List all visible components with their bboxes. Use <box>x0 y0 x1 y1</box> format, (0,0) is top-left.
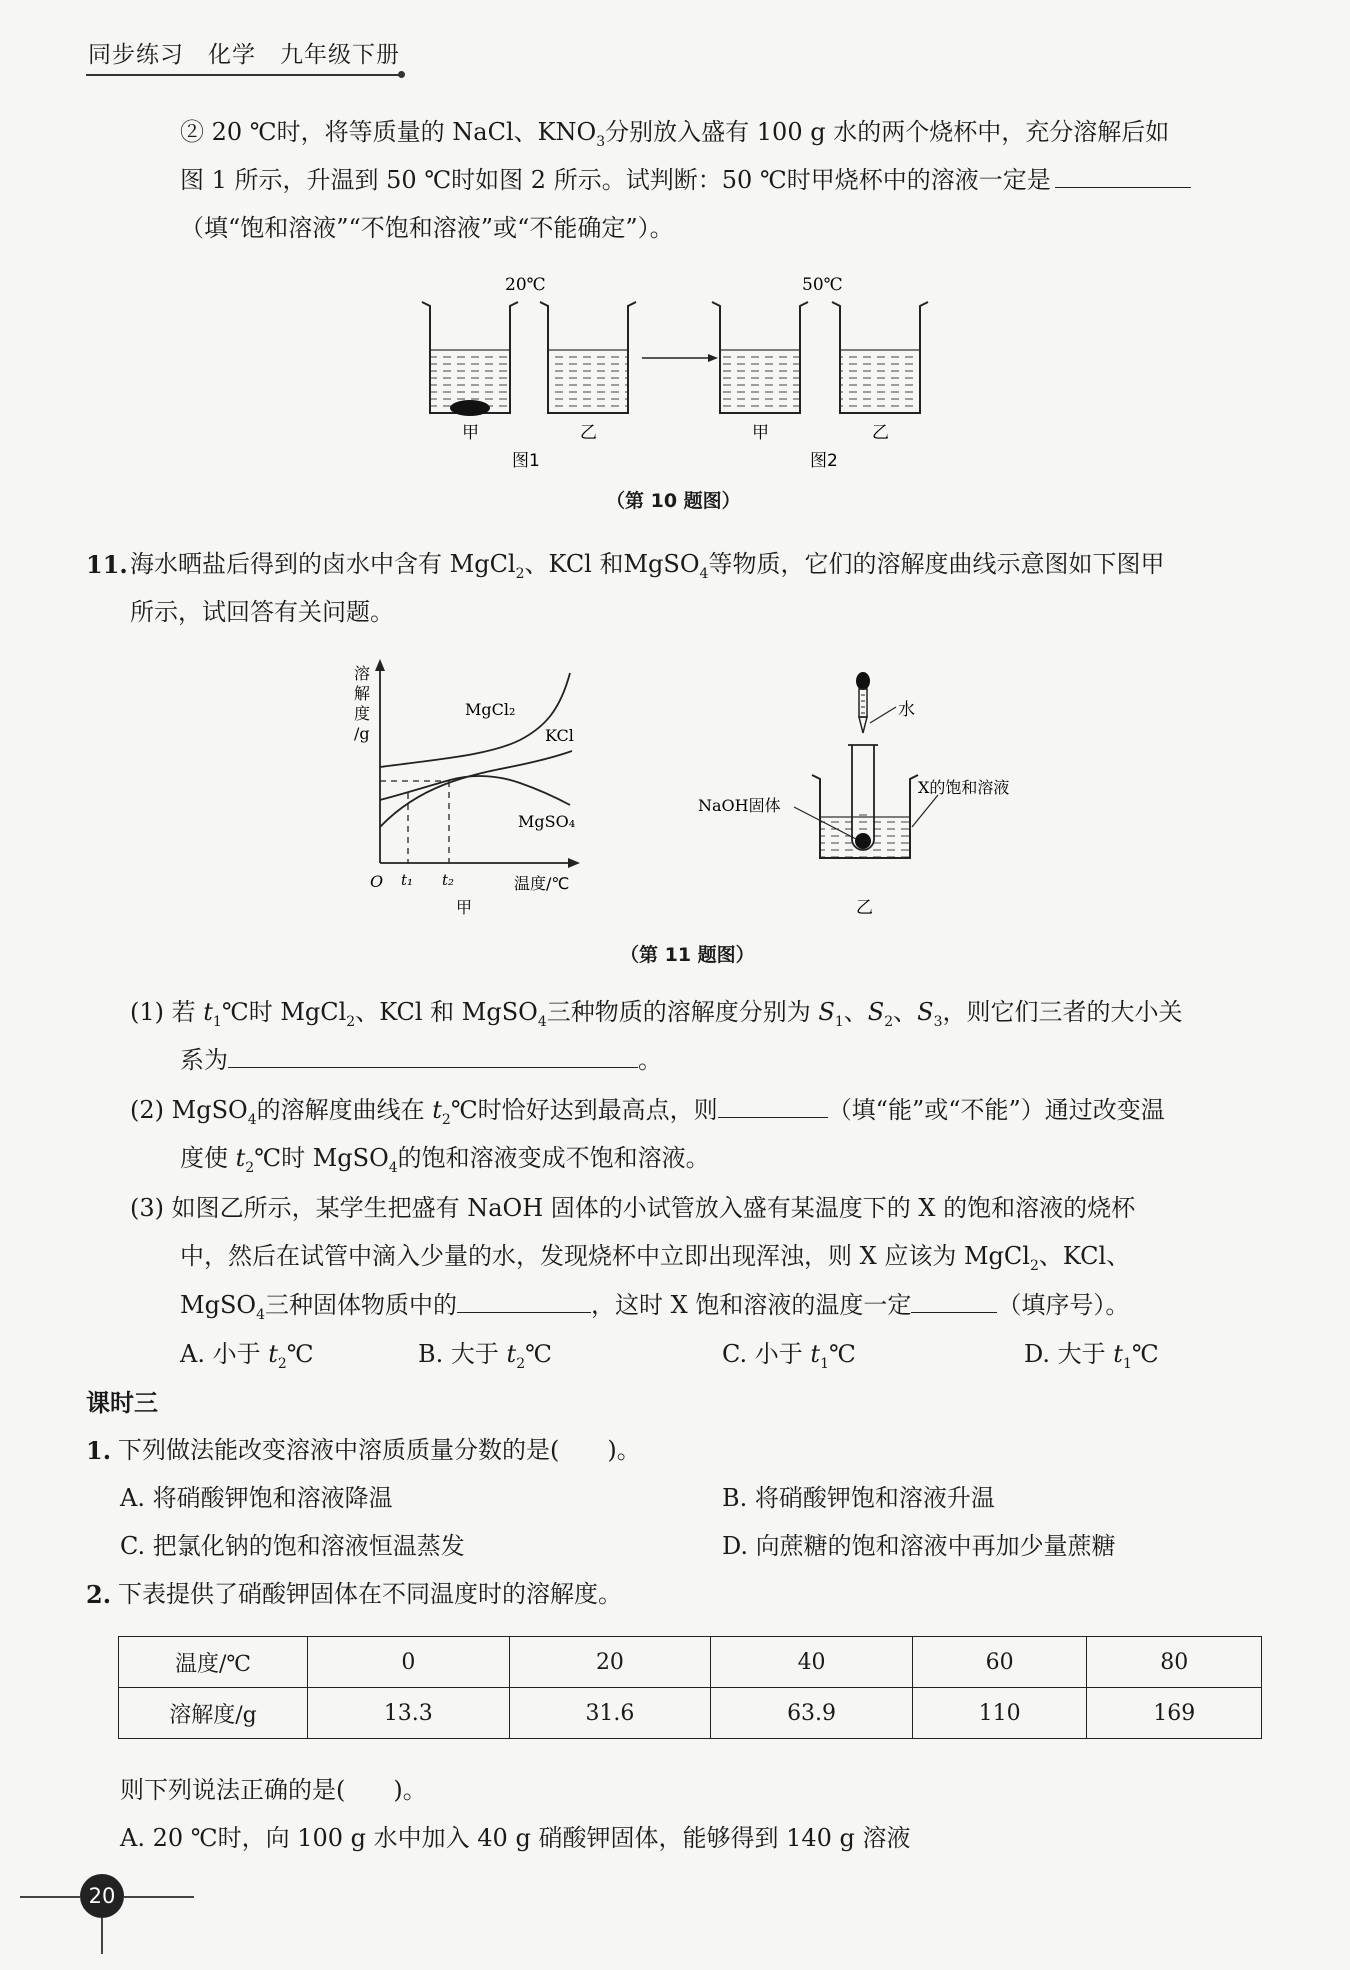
q11-number: 11. <box>86 550 128 579</box>
table-cell: 20 <box>509 1637 711 1688</box>
curve-mgso4 <box>380 776 570 805</box>
q10-caption: （第 10 题图） <box>606 490 741 512</box>
l3-q2-prompt: 则下列说法正确的是( )。 <box>120 1776 427 1804</box>
table-cell: 0 <box>308 1637 510 1688</box>
l3-q2-text: 下表提供了硝酸钾固体在不同温度时的溶解度。 <box>118 1580 622 1608</box>
q10-line2: 图 1 所示，升温到 50 ℃时如图 2 所示。试判断：50 ℃时甲烧杯中的溶液一定是 <box>180 156 1191 205</box>
t1-label: t₁ <box>401 871 414 889</box>
q11-part1-line2: 系为 。 <box>180 1036 662 1085</box>
solubility-table <box>118 1636 1262 1739</box>
footer-rule-left <box>20 1896 80 1898</box>
dropper-icon <box>856 672 870 733</box>
origin-label: O <box>370 872 384 891</box>
table-header-cell: 溶解度/g <box>119 1688 308 1739</box>
footer-rule-right <box>124 1896 194 1898</box>
table-cell: 80 <box>1087 1637 1262 1688</box>
t2-label: t₂ <box>442 871 455 889</box>
test-tube-apparatus <box>690 665 1070 920</box>
q11-option-b[interactable]: B. 大于 $t_2℃$ <box>418 1340 552 1372</box>
arrow-icon <box>642 354 718 362</box>
ylabel-char-2: 解 <box>354 684 371 703</box>
l3-q1-option-b[interactable]: B. 将硝酸钾饱和溶液升温 <box>722 1484 995 1512</box>
beaker-3 <box>712 302 808 413</box>
l3-q1-number: 1. <box>86 1436 112 1465</box>
label-naoh: NaOH固体 <box>698 796 781 815</box>
solubility-graph <box>350 655 600 920</box>
beaker-2 <box>540 302 636 413</box>
answer-blank[interactable] <box>1055 161 1191 188</box>
leader-solution <box>912 795 938 827</box>
q10-figure <box>400 270 960 470</box>
temp-label-50: 50℃ <box>802 275 843 295</box>
table-row <box>119 1637 1262 1688</box>
x-axis-arrow-icon <box>568 858 580 868</box>
l3-q2-option-a[interactable]: A. 20 ℃时，向 100 g 水中加入 40 g 硝酸钾固体，能够得到 140 g 溶液 <box>120 1824 911 1852</box>
q11-part3-line3: MgSO$_4$三种固体物质中的 ，这时 X 饱和溶液的温度一定 （填序号）。 <box>180 1281 1129 1340</box>
q11-line1: 海水晒盐后得到的卤水中含有 MgCl$_2$、KCl 和MgSO$_4$等物质，它们的溶解度曲线示意图如下图甲 <box>130 550 1165 582</box>
ylabel-char-4: /g <box>354 724 370 743</box>
l3-q2-number: 2. <box>86 1580 112 1609</box>
ylabel-char-1: 溶 <box>354 664 371 683</box>
q11-part2-line2: 度使 $t_2℃$时 MgSO$_4$的饱和溶液变成不饱和溶液。 <box>180 1144 710 1176</box>
table-row <box>119 1688 1262 1739</box>
graph-label-jia: 甲 <box>456 898 473 917</box>
ylabel-char-3: 度 <box>354 704 371 723</box>
beakers-diagram <box>400 270 960 470</box>
label-solution: X的饱和溶液 <box>918 778 1010 797</box>
answer-blank[interactable] <box>718 1091 828 1118</box>
q11-part3-line2: 中，然后在试管中滴入少量的水，发现烧杯中立即出现浑浊，则 X 应该为 MgCl$_2$、KCl、 <box>180 1242 1131 1274</box>
figure-2-label: 图2 <box>810 451 838 470</box>
page-number: 20 <box>88 1884 116 1908</box>
figure-1-label: 图1 <box>512 451 540 470</box>
page-number-badge <box>80 1874 124 1918</box>
table-cell: 110 <box>912 1688 1087 1739</box>
beaker-label-yi-2: 乙 <box>872 423 889 443</box>
running-header: 同步练习 化学 九年级下册 <box>88 42 400 68</box>
leader-water <box>870 707 896 723</box>
q11-caption: （第 11 题图） <box>620 944 755 966</box>
l3-q1-option-c[interactable]: C. 把氯化钠的饱和溶液恒温蒸发 <box>120 1532 465 1560</box>
y-axis-arrow-icon <box>375 659 385 671</box>
apparatus-label-yi: 乙 <box>856 898 873 918</box>
answer-blank[interactable] <box>457 1286 591 1313</box>
l3-q1-option-d[interactable]: D. 向蔗糖的饱和溶液中再加少量蔗糖 <box>722 1532 1116 1560</box>
naoh-solid <box>855 833 871 849</box>
table-cell: 40 <box>711 1637 913 1688</box>
curve-mgcl2 <box>380 673 570 767</box>
answer-blank[interactable] <box>911 1286 997 1313</box>
lesson-heading: 课时三 <box>86 1388 158 1417</box>
beaker-4 <box>832 302 928 413</box>
q11-part2-line1: (2) MgSO$_4$的溶解度曲线在 $t_2℃$时恰好达到最高点，则 （填“能”或“不能”）通过改变温 <box>130 1086 1165 1145</box>
q10-line3: （填“饱和溶液”“不饱和溶液”或“不能确定”）。 <box>180 214 674 242</box>
table-cell: 60 <box>912 1637 1087 1688</box>
table-cell: 13.3 <box>308 1688 510 1739</box>
beaker-label-jia-2: 甲 <box>752 423 769 443</box>
beaker-1 <box>422 302 518 416</box>
q11-line2: 所示，试回答有关问题。 <box>130 598 394 626</box>
table-cell: 63.9 <box>711 1688 913 1739</box>
l3-q1-text: 下列做法能改变溶液中溶质质量分数的是( )。 <box>118 1436 641 1464</box>
label-mgso4: MgSO₄ <box>518 812 576 831</box>
q11-option-c[interactable]: C. 小于 $t_1℃$ <box>722 1340 856 1372</box>
header-rule-dot <box>398 71 405 78</box>
q11-option-a[interactable]: A. 小于 $t_2℃$ <box>180 1340 314 1372</box>
label-mgcl2: MgCl₂ <box>465 700 516 719</box>
table-header-cell: 温度/℃ <box>119 1637 308 1688</box>
temp-label-20: 20℃ <box>505 275 546 295</box>
label-kcl: KCl <box>545 726 574 745</box>
answer-blank[interactable] <box>228 1041 638 1068</box>
q10-line1: ② 20 ℃时，将等质量的 NaCl、$KNO_3$分别放入盛有 100 g 水的两个烧杯中，充分溶解后如 <box>180 118 1170 150</box>
l3-q1-option-a[interactable]: A. 将硝酸钾饱和溶液降温 <box>120 1484 393 1512</box>
q11-part1-line1: (1) 若 $t_1℃$时 MgCl$_2$、KCl 和 MgSO$_4$三种物质的溶解度分别为 $S_1$、$S_2$、$S_3$，则它们三者的大小关 <box>130 998 1183 1030</box>
header-rule <box>86 74 404 76</box>
beaker-label-jia-1: 甲 <box>462 423 479 443</box>
q11-option-d[interactable]: D. 大于 $t_1℃$ <box>1024 1340 1159 1372</box>
q11-part3-line1: (3) 如图乙所示，某学生把盛有 NaOH 固体的小试管放入盛有某温度下的 X 的饱和溶液的烧杯 <box>130 1194 1136 1222</box>
table-cell: 169 <box>1087 1688 1262 1739</box>
label-water: 水 <box>898 700 915 720</box>
footer-rule-vertical <box>101 1918 103 1954</box>
table-cell: 31.6 <box>509 1688 711 1739</box>
beaker-label-yi-1: 乙 <box>580 423 597 443</box>
xlabel: 温度/℃ <box>514 874 570 893</box>
